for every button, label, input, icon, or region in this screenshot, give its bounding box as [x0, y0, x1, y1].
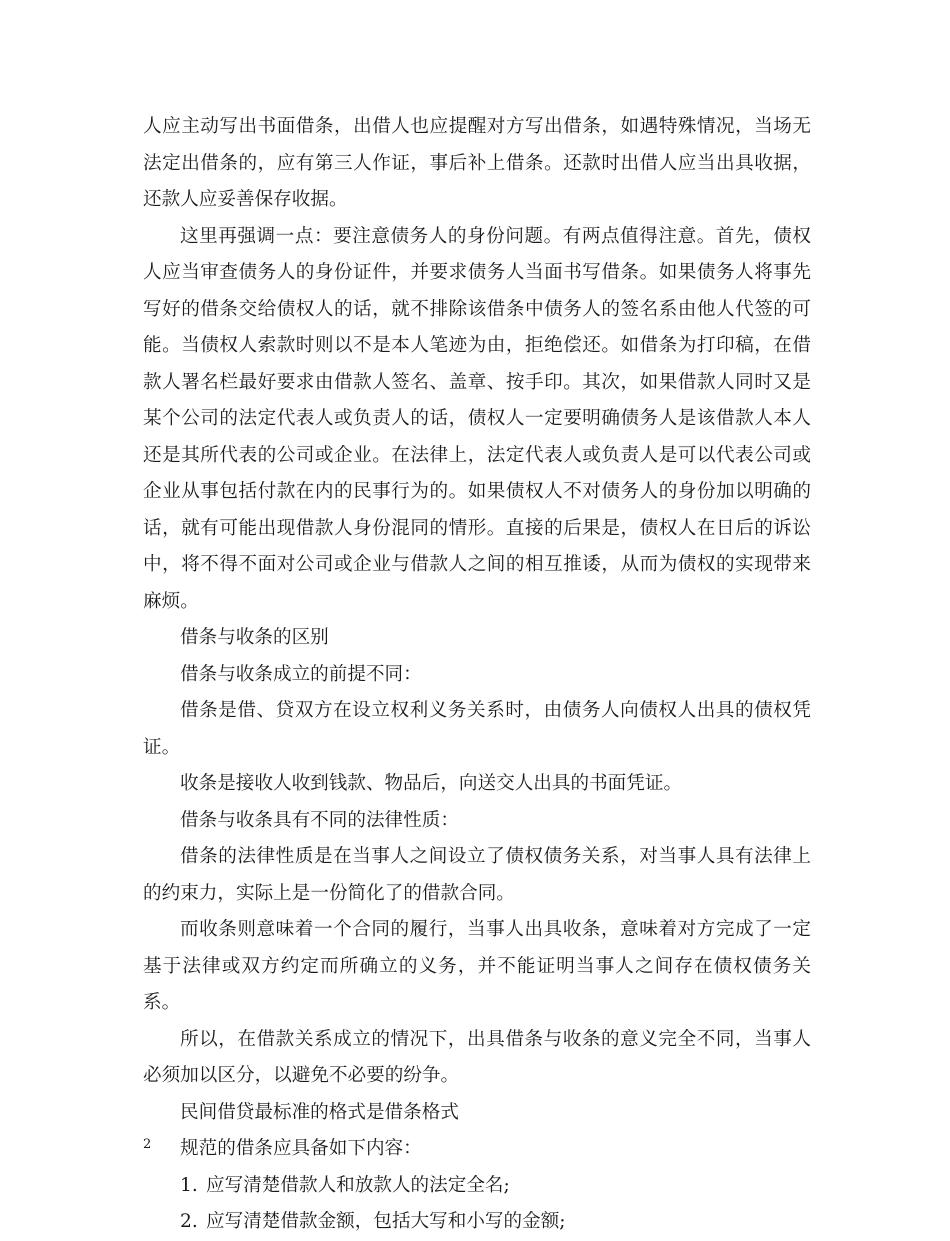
document-body	[143, 109, 811, 1241]
list-item	[143, 1204, 811, 1241]
paragraph-receipt-legal-nature: 而收条则意味着一个合同的履行，当事人出具收条，意味着对方完成了一定基于法律或双方约定而所确立的义务，并不能证明当事人之间存在债权债务关系。	[143, 919, 811, 1013]
list-item-text: 应写清楚借款人和放款人的法定全名;	[206, 1174, 510, 1196]
section-heading-difference: 借条与收条的区别	[180, 627, 329, 648]
page-number: 2	[143, 1137, 152, 1152]
paragraph-receipt-definition: 收条是接收人收到钱款、物品后，向送交人出具的书面凭证。	[180, 773, 683, 794]
paragraph-iou-legal-nature: 借条的法律性质是在当事人之间设立了债权债务关系，对当事人具有法律上的约束力，实际上是一份简化了的借款合同。	[143, 846, 811, 904]
subheading-required-content: 规范的借条应具备如下内容：	[180, 1138, 422, 1159]
subheading-legal-nature: 借条与收条具有不同的法律性质：	[180, 809, 459, 831]
section-heading-format: 民间借贷最标准的格式是借条格式	[180, 1101, 459, 1123]
paragraph-conclusion: 所以，在借款关系成立的情况下，出具借条与收条的意义完全不同，当事人必须加以区分，以避免不必要的纷争。	[143, 1028, 811, 1086]
subheading-premise: 借条与收条成立的前提不同：	[180, 663, 422, 685]
paragraph-continuation: 人应主动写出书面借条，出借人也应提醒对方写出借条，如遇特殊情况，当场无法定出借条的，应有第三人作证，事后补上借条。还款时出借人应当出具收据，还款人应妥善保存收据。	[143, 116, 811, 210]
list-item-number: 2.	[180, 1211, 198, 1232]
paragraph-debtor-identity: 这里再强调一点：要注意债务人的身份问题。有两点值得注意。首先，债权人应当审查债务人的身份证件，并要求债务人当面书写借条。如果债务人将事先写好的借条交给债权人的话，就不排除该借条中债务人的签名系由他人代签的可能。当债权人索款时则以不是本人笔迹为由，拒绝偿还。如借条为打印稿，在借款人署名栏最好要求由借款人签名、盖章、按手印。其次，如果借款人同时又是某个公司的法定代表人或负责人的话，债权人一定要明确债务人是该借款人本人还是其所代表的公司或企业。在法律上，法定代表人或负责人是可以代表公司或企业从事包括付款在内的民事行为的。如果债权人不对债务人的身份加以明确的话，就有可能出现借款人身份混同的情形。直接的后果是，债权人在日后的诉讼中，将不得不面对公司或企业与借款人之间的相互推诿，从而为债权的实现带来麻烦。	[143, 225, 811, 612]
list-item-number: 1.	[180, 1174, 198, 1196]
list-item-text: 应写清楚借款金额，包括大写和小写的金额;	[206, 1211, 566, 1232]
list-item	[143, 1168, 811, 1205]
paragraph-iou-definition: 借条是借、贷双方在设立权利义务关系时，由债务人向债权人出具的债权凭证。	[143, 700, 811, 758]
